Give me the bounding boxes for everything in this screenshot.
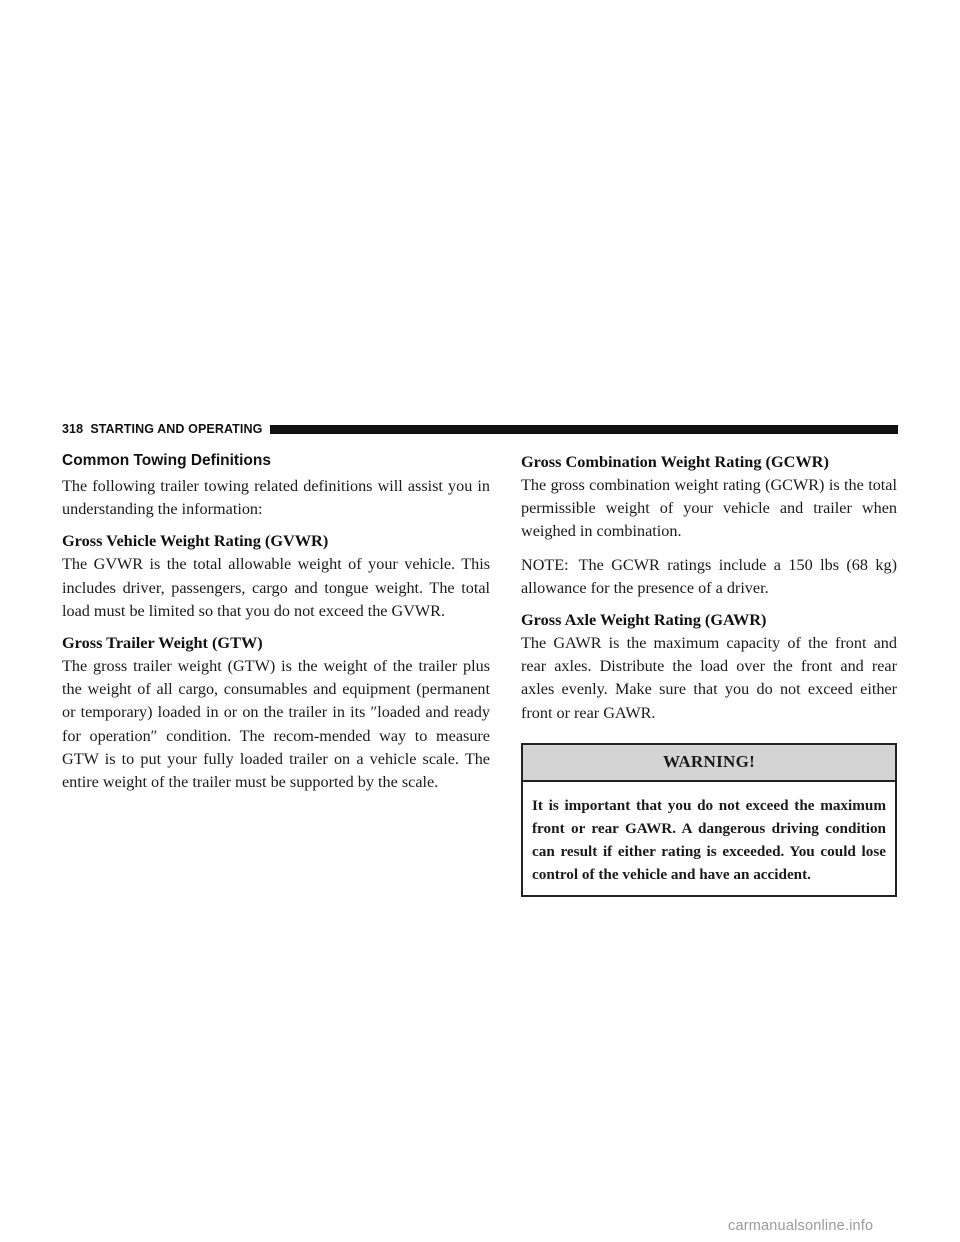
gvwr-heading: Gross Vehicle Weight Rating (GVWR) [62,531,329,551]
warning-text: It is important that you do not exceed the maximum front or rear GAWR. A dangerous driving condition can result if either rating is exceeded. You could lose control of the vehicle and have an accident. [532,796,886,883]
left-column [62,452,490,804]
gcwr-heading: Gross Combination Weight Rating (GCWR) [521,452,829,471]
warning-box [521,743,897,897]
note-paragraph [521,554,897,600]
gtw-paragraph: The gross trailer weight (GTW) is the weight of the trailer plus the weight of all cargo, consumables and equipment (permanent or temporary) loaded in or on the trailer in its ″loaded and ready for operation″ condition. The recom-mended way to measure GTW is to put your fully loaded trailer on a vehicle scale. The entire weight of the trailer must be supported by the scale. [62,657,490,792]
watermark-link[interactable]: carmanualsonline.info [728,1218,874,1234]
header-rule [270,425,898,434]
page-header-text [62,422,262,436]
page-header [62,422,898,436]
gtw-heading: Gross Trailer Weight (GTW) [62,633,263,653]
intro-paragraph: The following trailer towing related definitions will assist you in understanding the information: [62,477,490,519]
gawr-paragraph: The GAWR is the maximum capacity of the front and rear axles. Distribute the load over the front and rear axles evenly. Make sure that you do not exceed either front or rear GAWR. [521,634,897,722]
section-heading: Common Towing Definitions [62,452,271,469]
page-number: 318 [62,422,84,436]
section-name: STARTING AND OPERATING [90,422,263,436]
note-text: The GCWR ratings include a 150 lbs (68 kg) allowance for the presence of a driver. [521,555,897,597]
note-label: NOTE: [521,555,569,574]
gvwr-paragraph: The GVWR is the total allowable weight of your vehicle. This includes driver, passengers, cargo and tongue weight. The total load must be limited so that you do not exceed the GVWR. [62,555,490,620]
gcwr-paragraph: The gross combination weight rating (GCWR) is the total permissible weight of your vehicle and trailer when weighed in combination. [521,476,897,541]
warning-title: WARNING! [523,745,895,782]
gawr-heading: Gross Axle Weight Rating (GAWR) [521,610,767,630]
right-column [521,452,897,897]
